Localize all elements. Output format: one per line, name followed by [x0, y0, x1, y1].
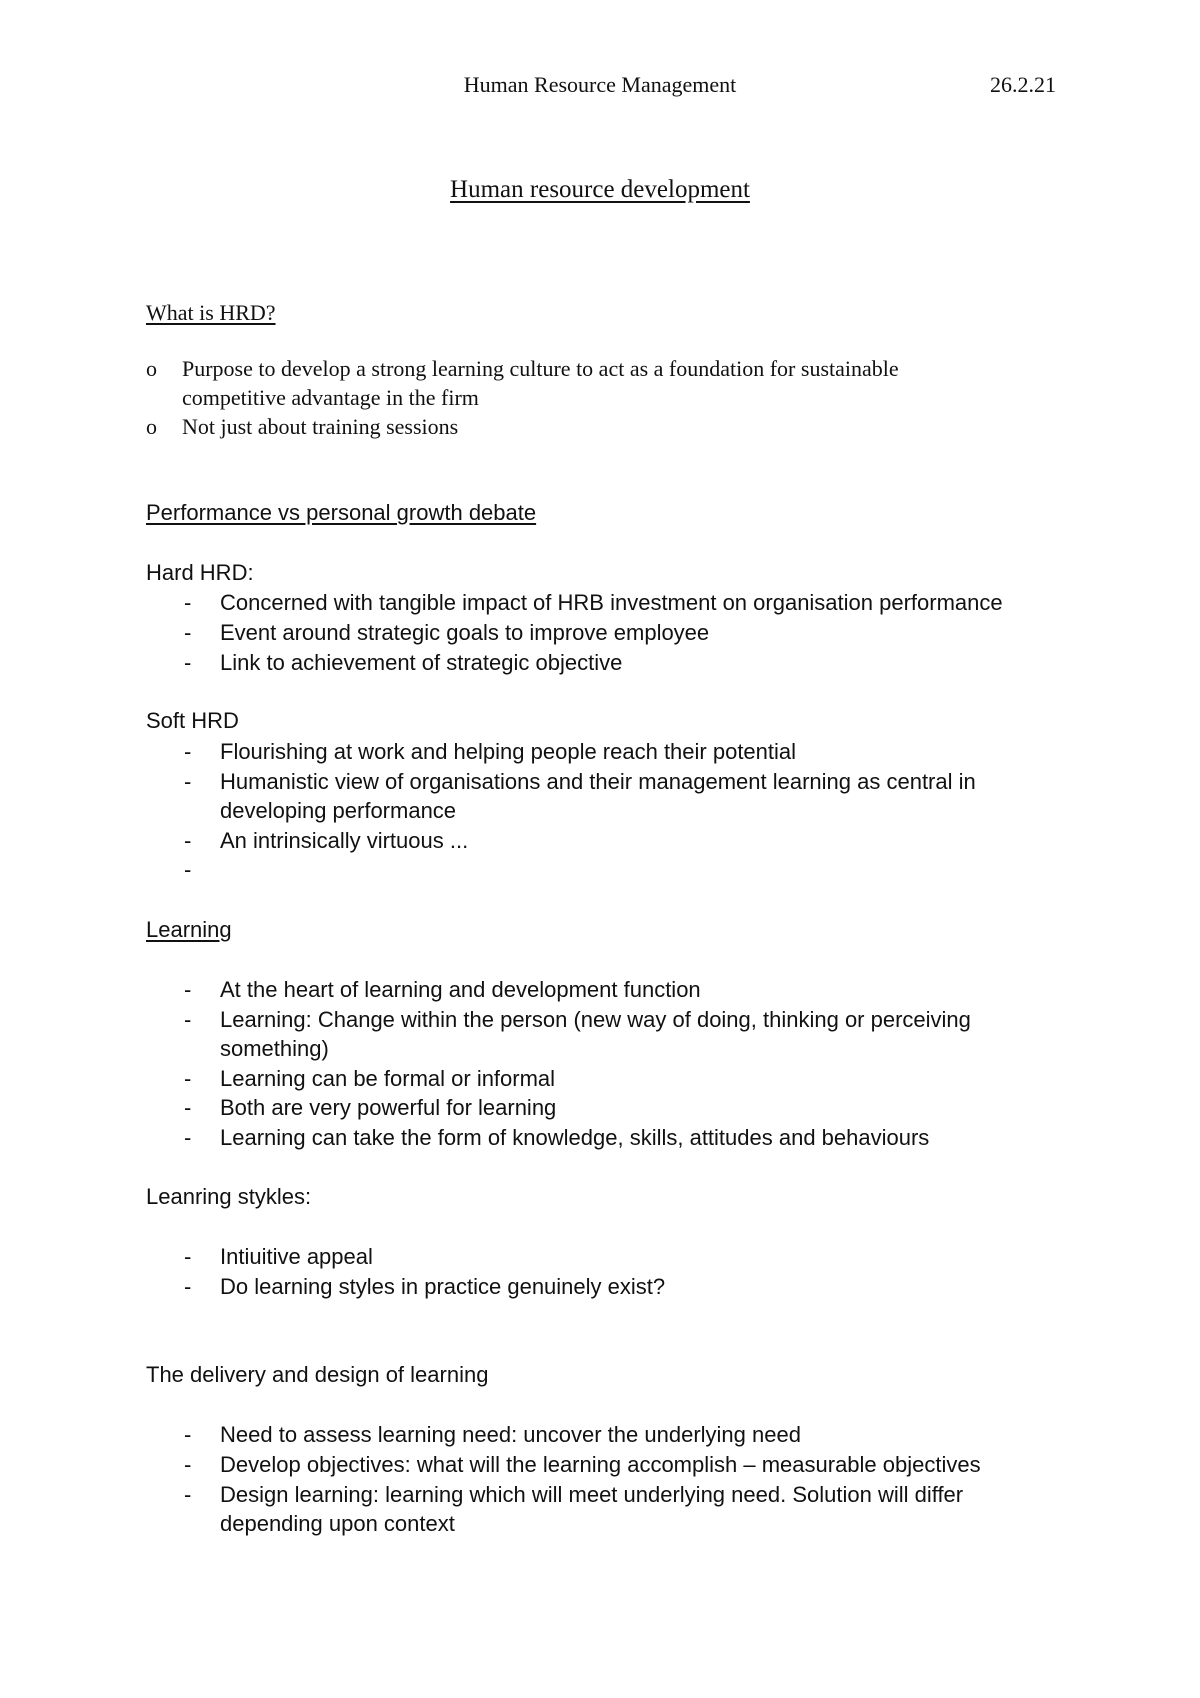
- dash-marker: -: [184, 857, 192, 882]
- dash-marker: -: [184, 620, 192, 645]
- list-item-text: Learning can take the form of knowledge, skills, attitudes and behaviours: [220, 1125, 930, 1150]
- dash-marker: -: [184, 1482, 192, 1507]
- list-item-text: At the heart of learning and development function: [220, 977, 701, 1002]
- dash-marker: -: [184, 650, 192, 675]
- dash-marker: -: [184, 1095, 192, 1120]
- list-item-text: Concerned with tangible impact of HRB investment on organisation performance: [220, 590, 1003, 615]
- dash-marker: -: [184, 1422, 192, 1447]
- list-item-text: Purpose to develop a strong learning culture to act as a foundation for sustainable: [182, 356, 899, 381]
- dash-marker: -: [184, 1452, 192, 1477]
- header-date: 26.2.21: [990, 72, 1056, 97]
- document-title: Human resource development: [450, 176, 750, 203]
- page-header: [0, 72, 1200, 100]
- dash-marker: -: [184, 769, 192, 794]
- section-heading-what-is-hrd: What is HRD?: [146, 300, 276, 325]
- dash-marker: -: [184, 739, 192, 764]
- dash-marker: -: [184, 977, 192, 1002]
- list-item-text: Link to achievement of strategic objective: [220, 650, 623, 675]
- list-item-text: Need to assess learning need: uncover the underlying need: [220, 1422, 801, 1447]
- dash-marker: -: [184, 1066, 192, 1091]
- bullet-marker: o: [146, 414, 157, 439]
- list-item-text: Intiuitive appeal: [220, 1244, 373, 1269]
- bullet-marker: o: [146, 356, 157, 381]
- list-item-text-continued: competitive advantage in the firm: [182, 385, 479, 410]
- dash-marker: -: [184, 1274, 192, 1299]
- dash-marker: -: [184, 828, 192, 853]
- header-course: Human Resource Management: [463, 72, 737, 97]
- list-item-text: Learning: Change within the person (new way of doing, thinking or perceiving: [220, 1007, 971, 1032]
- list-item-text: Both are very powerful for learning: [220, 1095, 557, 1120]
- list-item-text: Learning can be formal or informal: [220, 1066, 556, 1091]
- dash-marker: -: [184, 590, 192, 615]
- list-item-text: An intrinsically virtuous ...: [220, 828, 469, 853]
- dash-marker: -: [184, 1007, 192, 1032]
- list-item-text: Develop objectives: what will the learning accomplish – measurable objectives: [220, 1452, 981, 1477]
- subheading-delivery-design: The delivery and design of learning: [146, 1362, 489, 1387]
- list-item-text: Design learning: learning which will meet underlying need. Solution will differ: [220, 1482, 964, 1507]
- dash-marker: -: [184, 1125, 192, 1150]
- subheading-hard-hrd: Hard HRD:: [146, 560, 254, 585]
- section-heading-debate: Performance vs personal growth debate: [146, 500, 537, 525]
- section-heading-learning: Learning: [146, 917, 232, 942]
- subheading-soft-hrd: Soft HRD: [146, 708, 239, 733]
- list-item-text: Flourishing at work and helping people reach their potential: [220, 739, 797, 764]
- list-item-text: Event around strategic goals to improve employee: [220, 620, 710, 645]
- list-item-text-continued: something): [220, 1036, 329, 1061]
- list-item-text-continued: developing performance: [220, 798, 457, 823]
- list-item-text: Humanistic view of organisations and their management learning as central in: [220, 769, 976, 794]
- list-item-text: Do learning styles in practice genuinely exist?: [220, 1274, 666, 1299]
- subheading-learning-styles: Leanring stykles:: [146, 1184, 312, 1209]
- list-item-text: Not just about training sessions: [182, 414, 459, 439]
- list-item-text-continued: depending upon context: [220, 1511, 455, 1536]
- dash-marker: -: [184, 1244, 192, 1269]
